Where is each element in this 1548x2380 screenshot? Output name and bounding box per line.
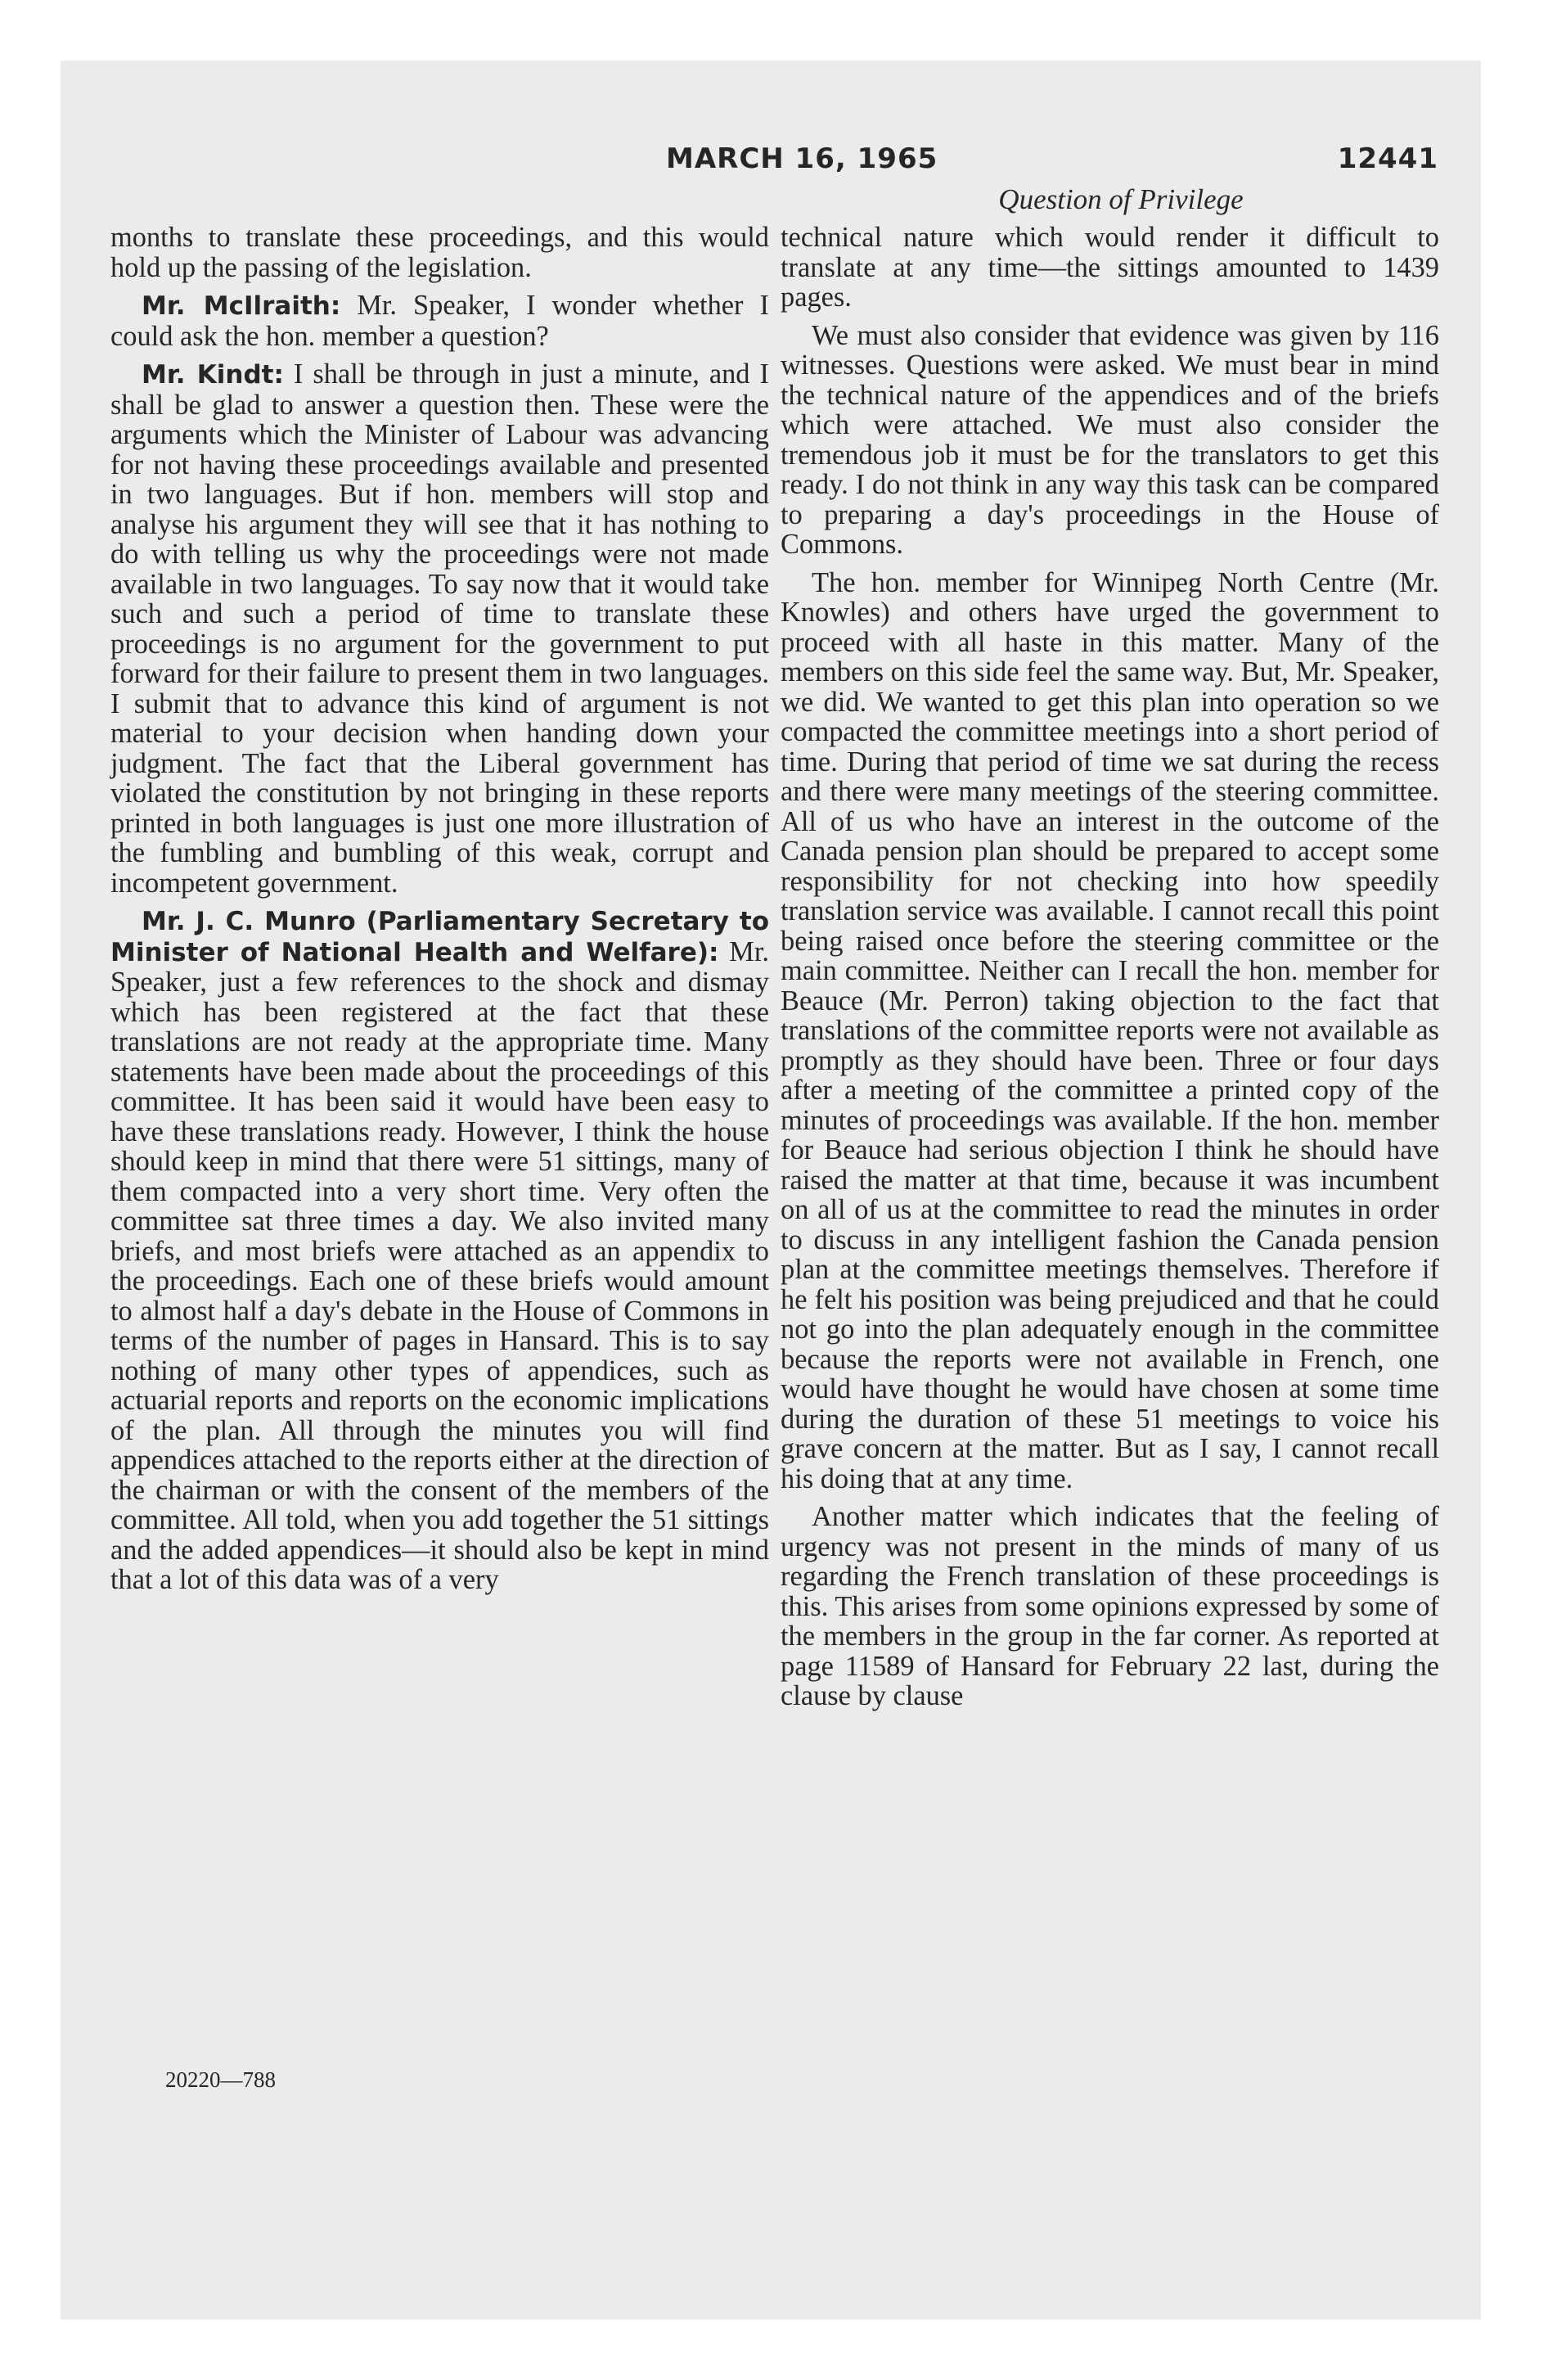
right-column <box>781 223 1439 1720</box>
paragraph <box>110 906 769 1595</box>
paragraph <box>110 359 769 898</box>
paragraph-text: Mr. Speaker, just a few references to the shock and dismay which has been registered at the fact that these translations are not ready at the appropriate time. Many statements have been made about the proceedings of this committee. It has been said it would have been easy to have these translations ready. However, I think the house should keep in mind that there were 51 sittings, many of them compacted into a very short time. Very often the committee sat three times a day. We also invited many briefs, and most briefs were attached as an appendix to the proceedings. Each one of these briefs would amount to almost half a day's debate in the House of Commons in terms of the number of pages in Hansard. This is to say nothing of many other types of appendices, such as actuarial reports and reports on the economic implications of the plan. All through the minutes you will find appendices attached to the reports either at the direction of the chairman or with the consent of the members of the committee. All told, when you add together the 51 sittings and the added appendices—it should also be kept in mind that a lot of this data was of a very <box>110 935 769 1595</box>
paragraph <box>110 223 769 282</box>
speaker-name: Mr. McIlraith: <box>142 291 341 321</box>
paragraph-text: Mr. Speaker, I wonder whether I could ask the hon. member a question? <box>110 290 769 352</box>
paragraph-text: Another matter which indicates that the feeling of urgency was not present in the minds of many of us regarding the French translation of these proceedings is this. This arises from some opinions expressed by some of the members in the group in the far corner. As reported at page 11589 of Hansard for February 22 last, during the clause by clause <box>781 1501 1439 1711</box>
left-column <box>110 223 769 1603</box>
section-title: Question of Privilege <box>998 183 1244 215</box>
paragraph <box>781 321 1439 560</box>
folio-mark: 20220—788 <box>165 2067 276 2092</box>
paragraph-text: We must also consider that evidence was given by 116 witnesses. Questions were asked. We must bear in mind the technical nature of the appendices and of the briefs which were attached. We must also consider the tremendous job it must be for the translators to get this ready. I do not think in any way this task can be compared to preparing a day's proceedings in the House of Commons. <box>781 319 1439 560</box>
paragraph <box>110 291 769 351</box>
paragraph-text: I shall be through in just a minute, and I shall be glad to answer a question then. These were the arguments which the Minister of Labour was advancing for not having these proceedings available and presented in two languages. But if hon. members will stop and analyse his argument they will see that it has nothing to do with telling us why the proceedings were not made available in two languages. To say now that it would take such and such a period of time to translate these proceedings is no argument for the government to put forward for their failure to present them in two languages. I submit that to advance this kind of argument is not material to your decision when handing down your judgment. The fact that the Liberal government has violated the constitution by not bringing in these reports printed in both languages is just one more illustration of the fumbling and bumbling of this weak, corrupt and incompetent government. <box>110 358 769 899</box>
paragraph-text: The hon. member for Winnipeg North Centre (Mr. Knowles) and others have urged the government to proceed with all haste in this matter. Many of the members on this side feel the same way. But, Mr. Speaker, we did. We wanted to get this plan into operation so we compacted the committee meetings into a short period of time. During that period of time we sat during the recess and there were many meetings of the steering committee. All of us who have an interest in the outcome of the Canada pension plan should be prepared to accept some responsibility for not checking into how speedily translation service was available. I cannot recall this point being raised once before the steering committee or the main committee. Neither can I recall the hon. member for Beauce (Mr. Perron) taking objection to the fact that translations of the committee reports were not available as promptly as they should have been. Three or four days after a meeting of the committee a printed copy of the minutes of proceedings was available. If the hon. member for Beauce had serious objection I think he should have raised the matter at that time, because it was incumbent on all of us at the committee to read the minutes in order to discuss in any intelligent fashion the Canada pension plan at the committee meetings themselves. Therefore if he felt his position was being prejudiced and that he could not go into the plan adequately enough in the committee because the reports were not available in French, one would have thought he would have chosen at some time during the duration of these 51 meetings to voice his grave concern at the matter. But as I say, I cannot recall his doing that at any time. <box>781 566 1439 1494</box>
page-sheet <box>61 61 1481 2319</box>
paragraph <box>781 223 1439 313</box>
running-header <box>61 142 1481 183</box>
speaker-name: Mr. Kindt: <box>142 360 284 390</box>
paragraph-text: technical nature which would render it difficult to translate at any time—the sittings amounted to 1439 pages. <box>781 222 1439 313</box>
speaker-name: Mr. J. C. Munro (Parliamentary Secretary to Minister of National Health and Welfare): <box>110 907 769 967</box>
paragraph <box>781 1502 1439 1711</box>
page-number: 12441 <box>1337 142 1438 175</box>
paragraph <box>781 568 1439 1494</box>
header-date: MARCH 16, 1965 <box>666 142 938 175</box>
paragraph-text: months to translate these proceedings, and this would hold up the passing of the legislation. <box>110 222 769 283</box>
